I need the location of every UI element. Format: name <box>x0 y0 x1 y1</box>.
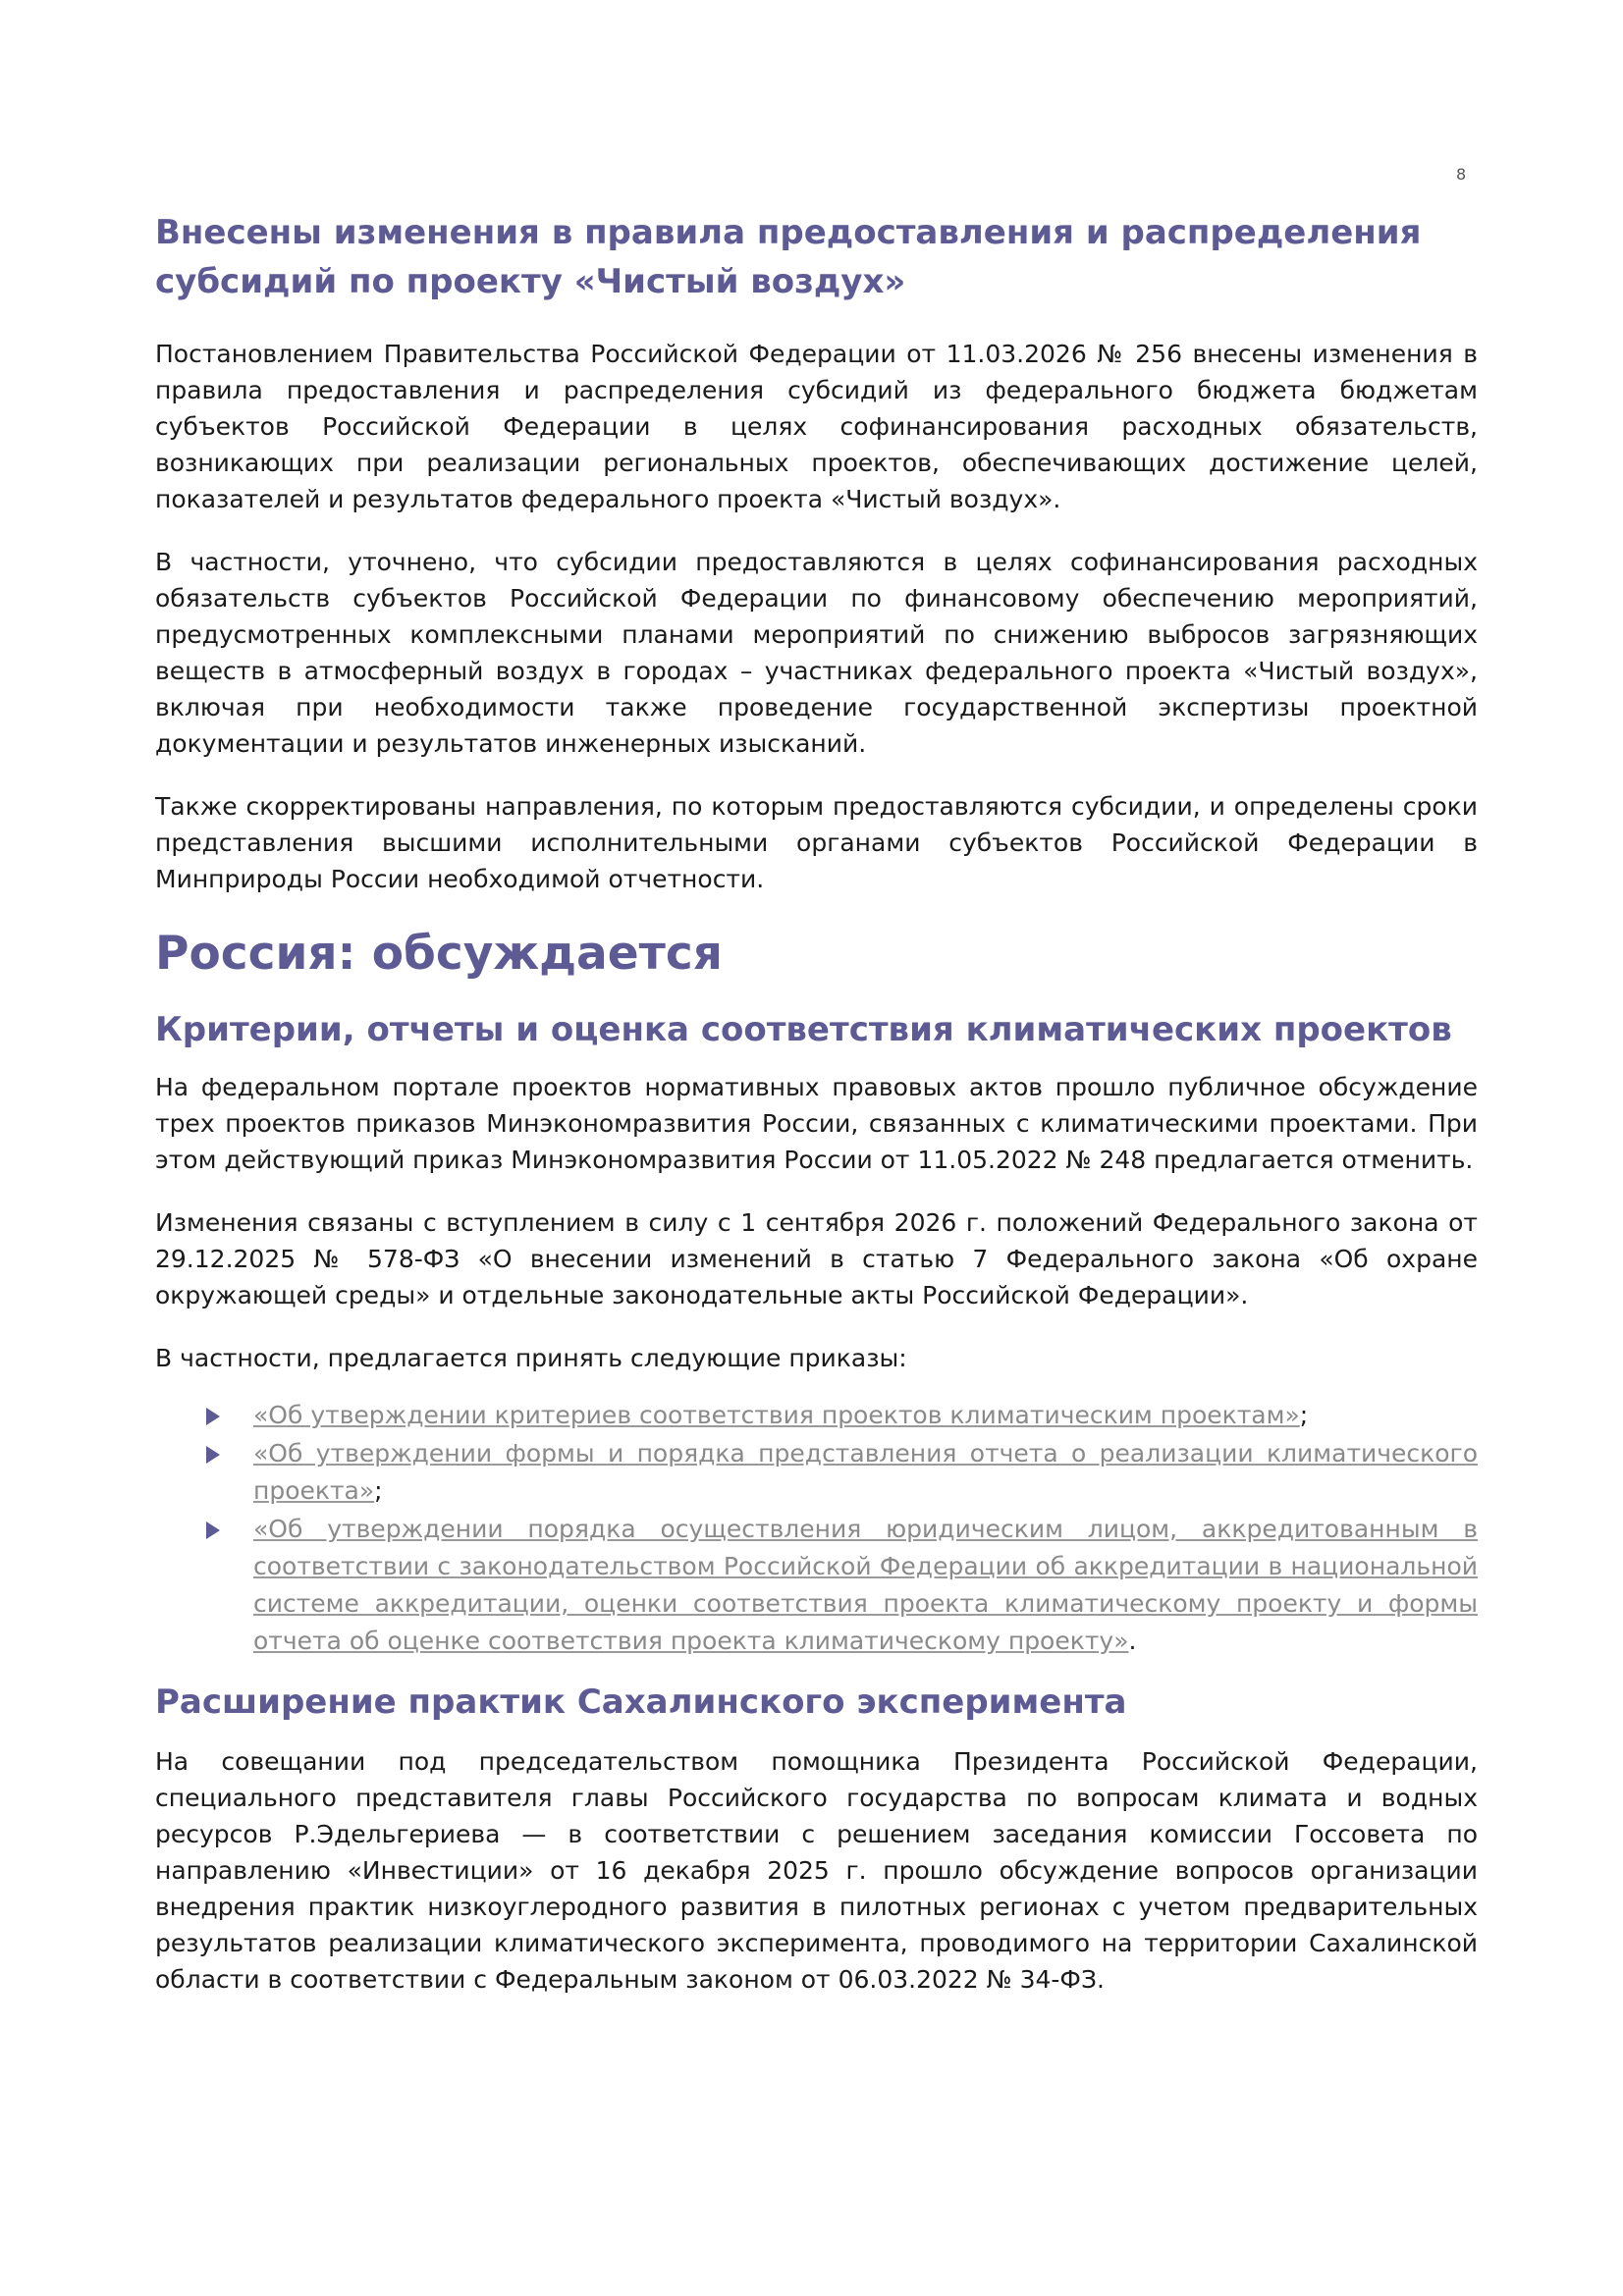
list-item <box>155 1435 1478 1510</box>
list-item <box>155 1511 1478 1660</box>
triangle-bullet-icon <box>206 1408 220 1425</box>
section-title-sakhalin: Расширение практик Сахалинского эксперимента <box>155 1682 1127 1722</box>
list-punctuation: ; <box>374 1476 383 1505</box>
triangle-bullet-icon <box>206 1446 220 1464</box>
page-number: 8 <box>1456 165 1467 184</box>
order-link-criteria[interactable]: «Об утверждении критериев соответствия проектов климатическим проектам» <box>253 1401 1300 1429</box>
paragraph: Изменения связаны с вступлением в силу с 1 сентября 2026 г. положений Федерального закона от 29.12.2025 № 578-ФЗ «О внесении изменений в статью 7 Федерального закона «Об охране окружающей среды» и отдельные законодательные акты Российской Федерации». <box>155 1208 1478 1309</box>
paragraph: Постановлением Правительства Российской Федерации от 11.03.2026 № 256 внесены изменения в правила предоставления и распределения субсидий из федерального бюджета бюджетам субъектов Российской Федерации в целях софинансирования расходных обязательств, возникающих при реализации региональных проектов, обеспечивающих достижение целей, показателей и результатов федерального проекта «Чистый воздух». <box>155 340 1478 513</box>
order-link-conformity-assessment[interactable]: «Об утверждении порядка осуществления юридическим лицом, аккредитованным в соответствии с законодательством Российской Федерации об аккредитации в национальной системе аккредитации, оценки соответствия проекта климатическому проекту и формы отчета об оценке соответствия проекта климатическому проекту» <box>253 1515 1478 1655</box>
paragraph: На федеральном портале проектов нормативных правовых актов прошло публичное обсуждение трех проектов приказов Минэкономразвития России, связанных с климатическими проектами. При этом действующий приказ Минэкономразвития России от 11.05.2022 № 248 предлагается отменить. <box>155 1073 1478 1174</box>
section-title-clean-air: Внесены изменения в правила предоставления и распределения субсидий по проекту «Чистый воздух» <box>155 213 1422 301</box>
list-punctuation: ; <box>1299 1401 1309 1429</box>
paragraph: Также скорректированы направления, по которым предоставляются субсидии, и определены сроки представления высшими исполнительными органами субъектов Российской Федерации в Минприроды России необходимой отчетности. <box>155 792 1478 893</box>
page-content <box>155 208 1478 1998</box>
paragraph: В частности, предлагается принять следующие приказы: <box>155 1344 907 1372</box>
list-item <box>155 1397 1478 1434</box>
paragraph: На совещании под председательством помощника Президента Российской Федерации, специального представителя главы Российского государства по вопросам климата и водных ресурсов Р.Эдельгериева — в соответствии с решением заседания комиссии Госсовета по направлению «Инвестиции» от 16 декабря 2025 г. прошло обсуждение вопросов организации внедрения практик низкоуглеродного развития в пилотных регионах с учетом предварительных результатов реализации климатического эксперимента, проводимого на территории Сахалинской области в соответствии с Федеральным законом от 06.03.2022 № 34-ФЗ. <box>155 1747 1478 1994</box>
triangle-bullet-icon <box>206 1522 220 1539</box>
part-heading: Россия: обсуждается <box>155 927 723 981</box>
order-link-report-form[interactable]: «Об утверждении формы и порядка представления отчета о реализации климатического проекта» <box>253 1439 1478 1505</box>
paragraph: В частности, уточнено, что субсидии предоставляются в целях софинансирования расходных обязательств субъектов Российской Федерации по финансовому обеспечению мероприятий, предусмотренных комплексными планами мероприятий по снижению выбросов загрязняющих веществ в атмосферный воздух в городах – участниках федерального проекта «Чистый воздух», включая при необходимости также проведение государственной экспертизы проектной документации и результатов инженерных изысканий. <box>155 548 1478 758</box>
list-punctuation: . <box>1128 1627 1137 1655</box>
orders-list <box>155 1397 1478 1660</box>
section-title-climate-projects: Критерии, отчеты и оценка соответствия климатических проектов <box>155 1010 1452 1049</box>
